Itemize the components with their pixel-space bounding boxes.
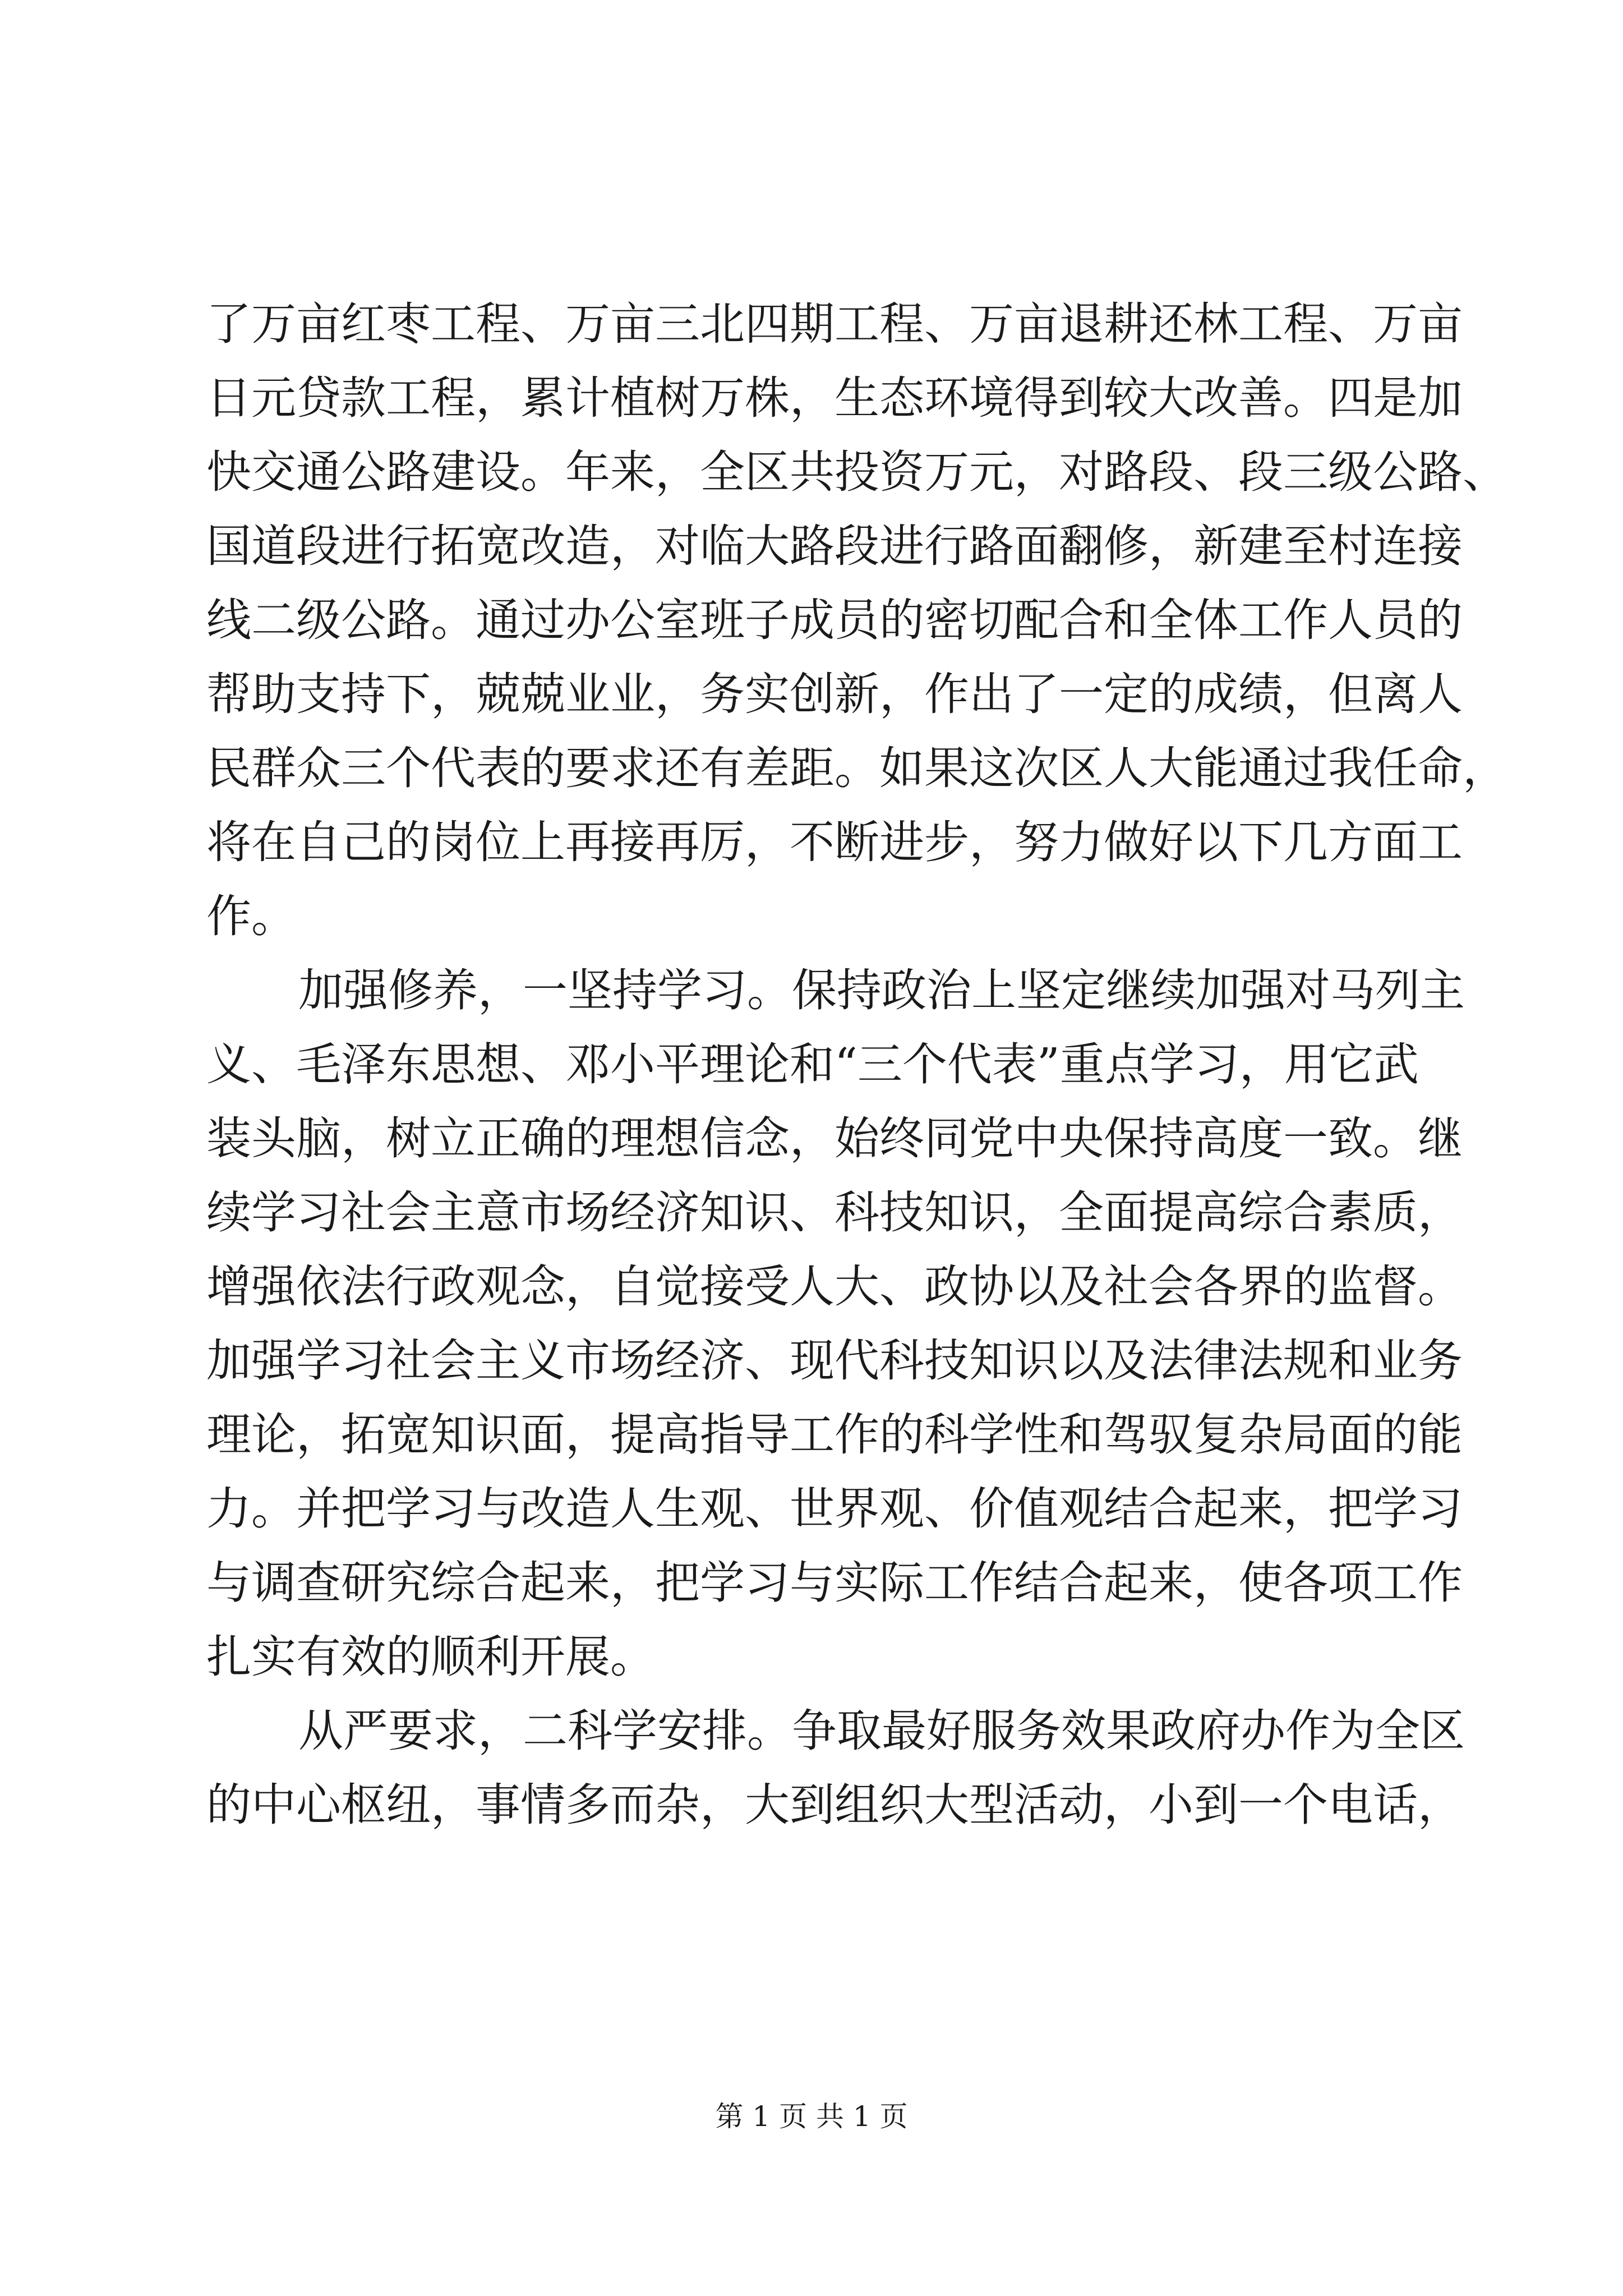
text-line: 民群众三个代表的要求还有差距。如果这次区人大能通过我任命， bbox=[206, 742, 1507, 794]
page-footer: 第 1 页 共 1 页 bbox=[715, 2100, 908, 2133]
text-line: 力。并把学习与改造人生观、世界观、价值观结合起来，把学习 bbox=[206, 1483, 1463, 1535]
text-line: 快交通公路建设。年来，全区共投资万元，对路段、段三级公路、 bbox=[206, 446, 1507, 498]
text-line: 与调查研究综合起来，把学习与实际工作结合起来，使各项工作 bbox=[206, 1557, 1463, 1609]
paragraph-2 bbox=[206, 954, 1465, 1694]
text-line: 作。 bbox=[206, 890, 296, 942]
text-line: 装头脑，树立正确的理想信念，始终同党中央保持高度一致。继 bbox=[206, 1112, 1463, 1165]
text-line: 日元贷款工程，累计植树万株，生态环境得到较大改善。四是加 bbox=[206, 372, 1463, 424]
text-line: 增强依法行政观念，自觉接受人大、政协以及社会各界的监督。 bbox=[206, 1260, 1463, 1313]
text-line: 义、毛泽东思想、邓小平理论和“三个代表”重点学习，用它武 bbox=[206, 1038, 1419, 1091]
text-line: 续学习社会主意市场经济知识、科技知识，全面提高综合素质， bbox=[206, 1186, 1463, 1239]
paragraph-3 bbox=[206, 1694, 1465, 1842]
text-line: 帮助支持下，兢兢业业，务实创新，作出了一定的成绩，但离人 bbox=[206, 668, 1463, 720]
text-line: 从严要求，二科学安排。争取最好服务效果政府办作为全区 bbox=[298, 1705, 1465, 1757]
text-line: 将在自己的岗位上再接再厉，不断进步，努力做好以下几方面工 bbox=[206, 816, 1463, 868]
text-line: 理论，拓宽知识面，提高指导工作的科学性和驾驭复杂局面的能 bbox=[206, 1409, 1463, 1461]
text-line: 加强修养，一坚持学习。保持政治上坚定继续加强对马列主 bbox=[298, 964, 1465, 1016]
text-line: 扎实有效的顺利开展。 bbox=[206, 1631, 655, 1683]
paragraph-1 bbox=[206, 287, 1507, 954]
text-line: 加强学习社会主义市场经济、现代科技知识以及法律法规和业务 bbox=[206, 1335, 1463, 1387]
text-line: 了万亩红枣工程、万亩三北四期工程、万亩退耕还林工程、万亩 bbox=[206, 298, 1463, 350]
text-line: 线二级公路。通过办公室班子成员的密切配合和全体工作人员的 bbox=[206, 594, 1463, 646]
text-line: 的中心枢纽，事情多而杂，大到组织大型活动，小到一个电话， bbox=[206, 1779, 1463, 1831]
text-line: 国道段进行拓宽改造，对临大路段进行路面翻修，新建至村连接 bbox=[206, 520, 1463, 572]
document-body bbox=[206, 287, 1507, 1842]
